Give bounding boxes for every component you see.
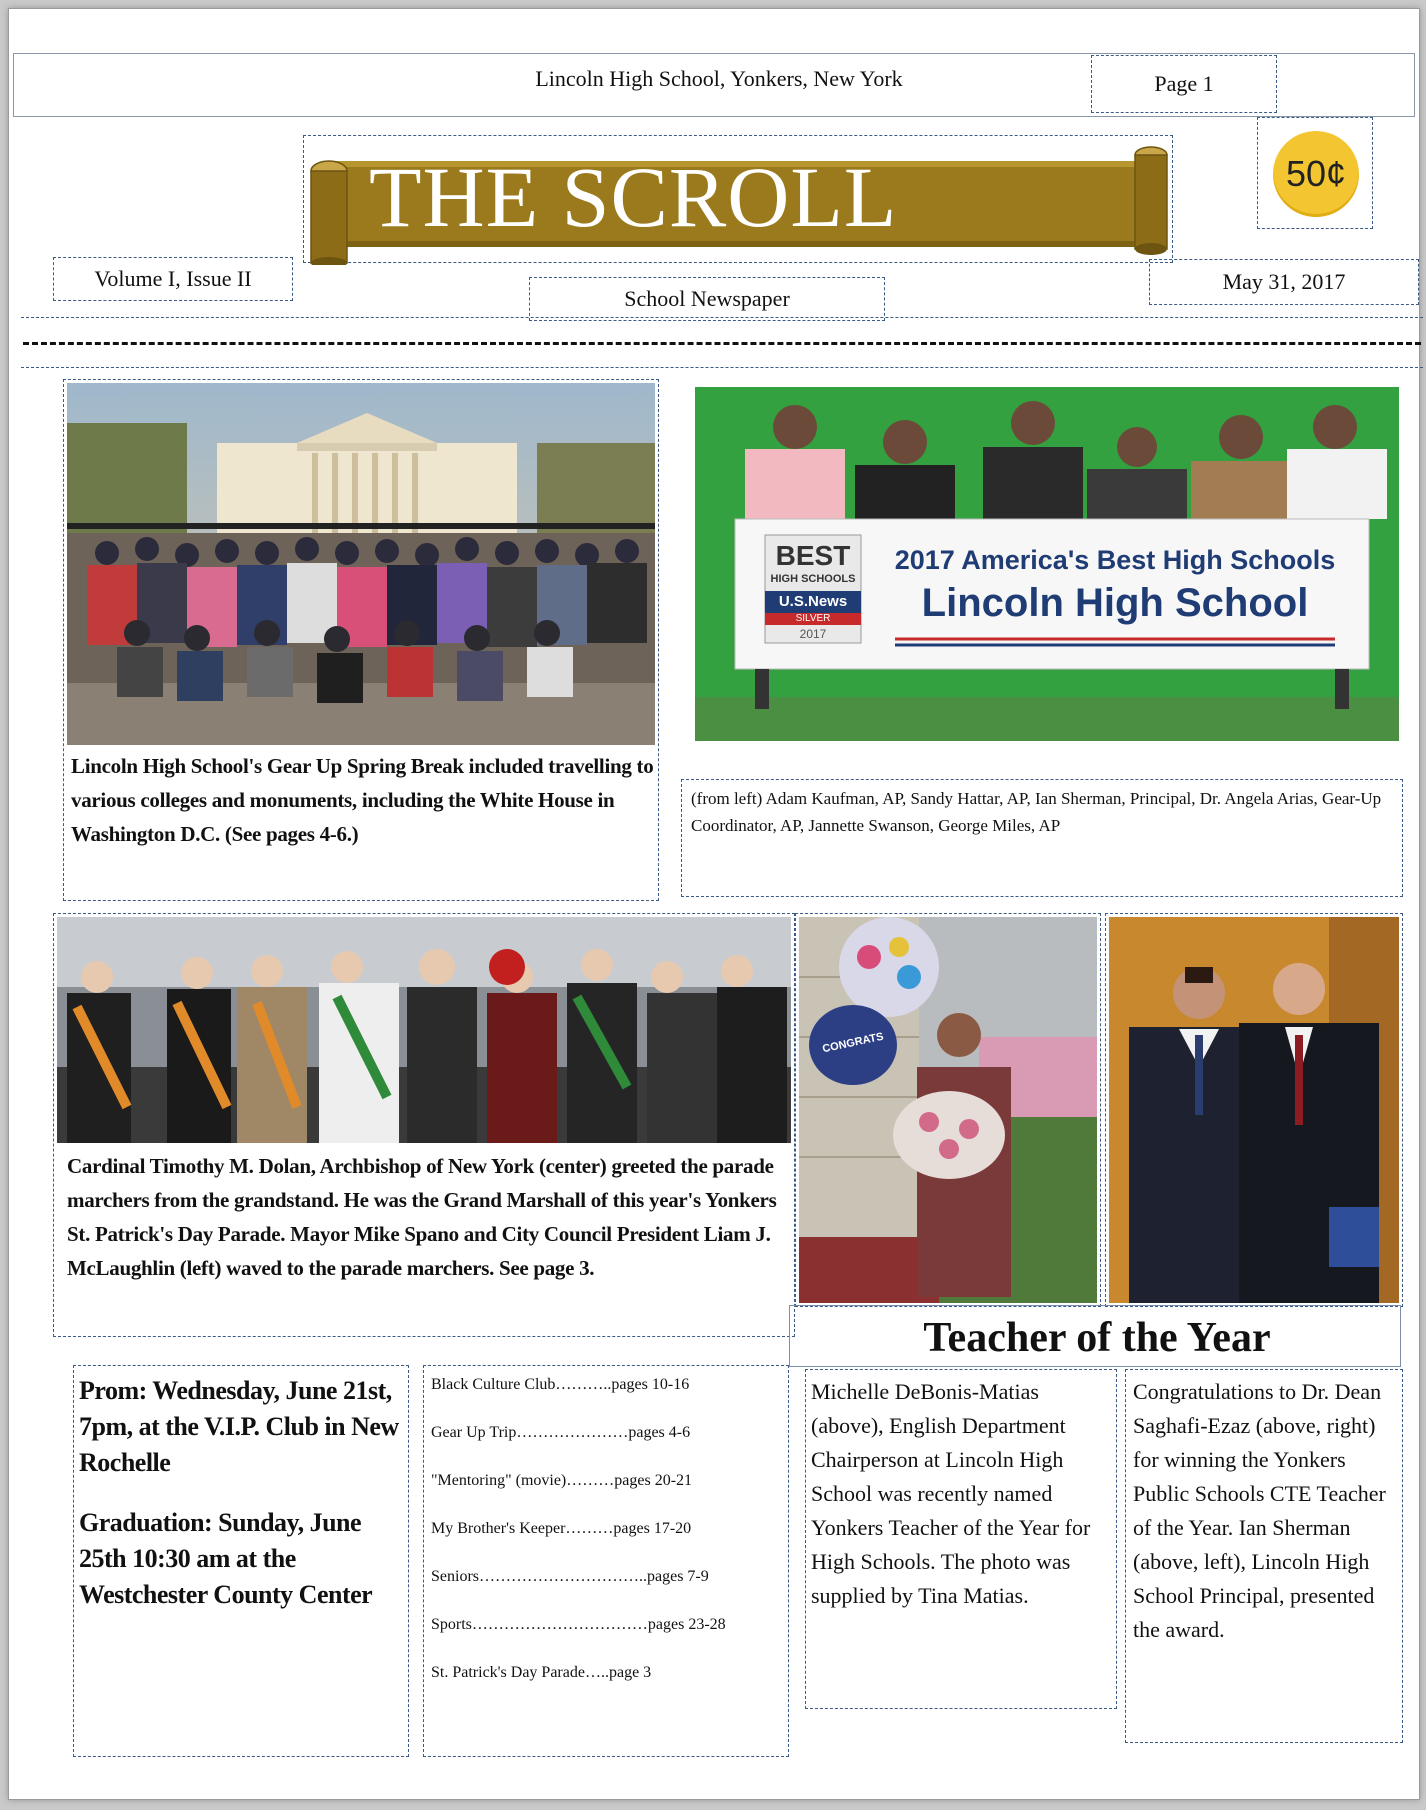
banner-year: 2017	[799, 627, 827, 641]
header-divider	[23, 342, 1421, 345]
parade-photo	[57, 917, 791, 1143]
banner-line1: 2017 America's Best High Schools	[894, 545, 1336, 575]
toc-item[interactable]: St. Patrick's Day Parade…..page 3	[431, 1664, 652, 1681]
price-badge: 50¢	[1273, 131, 1359, 217]
masthead-title: THE SCROLL	[369, 149, 898, 245]
school-location: Lincoln High School, Yonkers, New York	[535, 66, 903, 91]
teacher-of-year-heading: Teacher of the Year	[923, 1315, 1271, 1361]
award-caption: (from left) Adam Kaufman, AP, Sandy Hattar, AP, Ian Sherman, Principal, Dr. Angela Arias, Gear-Up Coordinator, AP, Jannette Swanson, George Miles, AP	[691, 789, 1382, 835]
toc-item[interactable]: My Brother's Keeper………pages 17-20	[431, 1520, 692, 1537]
banner-silver: SILVER	[795, 613, 831, 624]
header-rule-1	[21, 317, 1423, 318]
banner-usnews: U.S.News	[778, 593, 848, 610]
issue-date: May 31, 2017	[1149, 259, 1419, 305]
white-house-photo	[67, 383, 655, 745]
header-rule-2	[21, 367, 1423, 368]
award-photo	[695, 387, 1399, 741]
balloon-text: CONGRATS	[821, 1030, 885, 1056]
prom-info: Prom: Wednesday, June 21st, 7pm, at the V.I.P. Club in New Rochelle	[79, 1376, 399, 1477]
page-number: Page 1	[1091, 55, 1277, 113]
graduation-info: Graduation: Sunday, June 25th 10:30 am at the Westchester County Center	[79, 1508, 373, 1609]
teacher-col1-text: Michelle DeBonis-Matias (above), English Department Chairperson at Lincoln High School was recently named Yonkers Teacher of the Year for High Schools. The photo was supplied by Tina Matias.	[811, 1379, 1091, 1608]
toc-item[interactable]: Gear Up Trip…………………pages 4-6	[431, 1424, 691, 1441]
banner-best: BEST	[775, 540, 851, 571]
teacher-photo	[799, 917, 1097, 1303]
volume-issue: Volume I, Issue II	[53, 257, 293, 301]
banner-hs: HIGH SCHOOLS	[770, 573, 856, 585]
banner-line2: Lincoln High School	[921, 581, 1309, 625]
parade-caption: Cardinal Timothy M. Dolan, Archbishop of New York (center) greeted the parade marchers from the grandstand. He was the Grand Marshall of this year's Yonkers St. Patrick's Day Parade. Mayor Mike Spano and City Council President Liam J. McLaughlin (left) waved to the parade marchers. See page 3.	[67, 1154, 777, 1280]
toc-list	[431, 1375, 785, 1711]
toc-item[interactable]: "Mentoring" (movie)………pages 20-21	[431, 1472, 693, 1489]
paper-subtitle: School Newspaper	[529, 277, 885, 321]
toc-item[interactable]: Sports……………………………pages 23-28	[431, 1616, 726, 1633]
teacher-col2-text: Congratulations to Dr. Dean Saghafi-Ezaz (above, right) for winning the Yonkers Public Schools CTE Teacher of the Year. Ian Sherman (above, left), Lincoln High School Principal, presented the award.	[1133, 1379, 1386, 1642]
white-house-caption: Lincoln High School's Gear Up Spring Break included travelling to various colleges and monuments, including the White House in Washington D.C. (See pages 4-6.)	[71, 754, 654, 846]
toc-item[interactable]: Black Culture Club………..pages 10-16	[431, 1376, 690, 1393]
award-men-photo	[1109, 917, 1399, 1303]
newspaper-page	[8, 8, 1420, 1800]
toc-item[interactable]: Seniors…………………………..pages 7-9	[431, 1568, 709, 1585]
